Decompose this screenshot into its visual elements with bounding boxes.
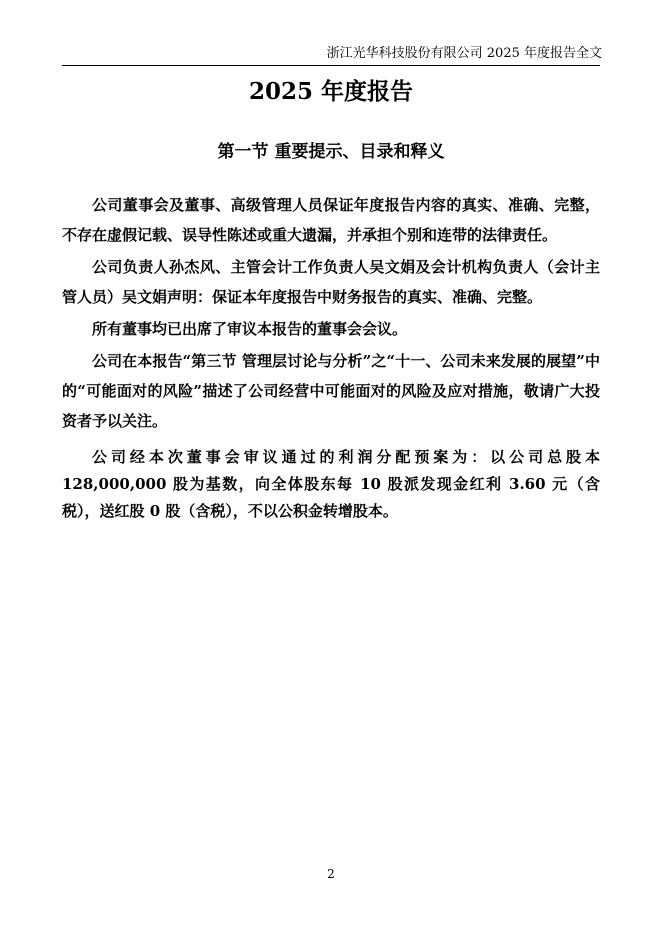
board-guarantee-paragraph: 公司董事会及董事、高级管理人员保证年度报告内容的真实、准确、完整，不存在虚假记载、误导性陈述或重大遗漏，并承担个别和连带的法律责任。	[62, 196, 600, 244]
section-title: 第一节 重要提示、目录和释义	[217, 142, 445, 162]
profit-distribution-paragraph: 公司经本次董事会审议通过的利润分配预案为：以公司总股本 128,000,000 股为基数，向全体股东每 10 股派发现金红利 3.60 元（含税），送红股 0 股（含税），不以公积金转增股本。	[62, 448, 600, 520]
running-header: 浙江光华科技股份有限公司 2025 年度报告全文	[326, 46, 602, 61]
responsible-statement-paragraph: 公司负责人孙杰风、主管会计工作负责人吴文娟及会计机构负责人（会计主管人员）吴文娟声明：保证本年度报告中财务报告的真实、准确、完整。	[62, 258, 600, 306]
document-title: 2025 年度报告	[248, 78, 414, 105]
page-number: 2	[327, 867, 335, 881]
attendance-paragraph: 所有董事均已出席了审议本报告的董事会会议。	[92, 320, 408, 338]
header-divider	[62, 65, 600, 66]
risk-notice-paragraph: 公司在本报告“第三节 管理层讨论与分析”之“十一、公司未来发展的展望”中的“可能面对的风险”描述了公司经营中可能面对的风险及应对措施，敬请广大投资者予以关注。	[62, 352, 600, 430]
important-notice-body	[62, 190, 600, 525]
